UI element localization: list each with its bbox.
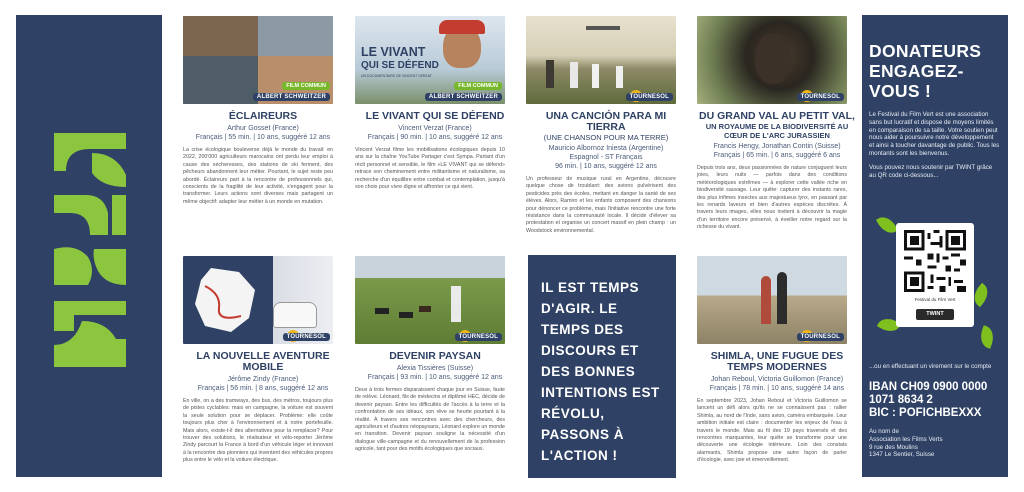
donors-heading: DONATEURS ENGAGEZ-VOUS ! (869, 41, 982, 101)
film-card-grand-val (697, 16, 857, 232)
leaf-icon (876, 213, 898, 237)
address-line-3: 9 rue des Moulins (869, 443, 918, 451)
film-description: Un professeur de musique rural en Argentine, découvre quelque chose de troublant: des avions pulvérisent des pesticides près des écoles, mettant en danger la santé de ses élèves. Alors, Ramiro et les enfants composent des chansons pour dénoncer ce problème, mais l'initiative rencontre une forte résistance dans la communauté locale. Il décide d'élever sa protestation et organise un concert massif en plein champ : un Woodstock environnemental. (526, 176, 676, 234)
manifesto-text: IL EST TEMPS D'AGIR. LE TEMPS DES DISCOURS ET DES BONNES INTENTIONS EST RÉVOLU, PASSONS À L'ACTION ! (541, 280, 660, 463)
film-image (697, 16, 847, 104)
leaf-icon (977, 325, 997, 349)
donors-intro: Le Festival du Film Vert est une association sans but lucratif et dispose de moyens limités en comparaison de sa taille. Votre soutien peut nous aider à poursuivre notre développement et ainsi à toucher davantage de public. Tous les montants sont les bienvenus. (869, 111, 1000, 157)
film-meta: Français | 65 min. | 6 ans, suggéré 6 ans (713, 152, 841, 159)
film-author: Francis Hengy, Jonathan Contin (Suisse) (713, 143, 841, 150)
left-logo-panel (16, 15, 162, 477)
address-line-4: 1347 Le Sentier, Suisse (869, 451, 935, 459)
prize-badge: ALBERT SCHWEITZER (253, 93, 330, 101)
film-title: LA NOUVELLE AVENTURE MOBILE (196, 350, 330, 373)
film-author: Jérôme Zindy (France) (227, 376, 299, 383)
film-commun-badge: FILM COMMUN (454, 82, 502, 90)
donors-twint-text: Vous pouvez nous soutenir par TWINT grâce au QR code ci-dessous... (869, 163, 993, 179)
address-line-1: Au nom de (869, 428, 899, 435)
transfer-text: ...ou en effectuant un virement sur le compte (869, 363, 992, 370)
film-image (355, 16, 505, 104)
film-image (183, 16, 333, 104)
prize-badge: ALBERT SCHWEITZER (425, 93, 502, 101)
iban-line-2: 1071 8634 2 (869, 394, 933, 406)
iban-line-1: IBAN CH09 0900 0000 (869, 381, 988, 393)
film-title: SHIMLA, UNE FUGUE DES TEMPS MODERNES (710, 350, 844, 373)
film-image (183, 256, 333, 344)
film-title: DEVENIR PAYSAN (389, 350, 481, 362)
qr-caption: Festival du Film Vert (914, 297, 956, 302)
address-line-2: Association les Films Verts (869, 435, 943, 443)
film-image (526, 16, 676, 104)
film-description: En ville, on a des tramways, des bus, des métros, toujours plus de pistes cyclables: mais en campagne, la voiture est souvent la seule solution pour se déplacer. Problème: elle coûte toujours plus cher à l'environnement et à notre portefeuille. Mais alors, existe-t-il des alternatives pour la remplacer? Pour trouver des solutions, le réalisateur et vélo-reporter Jérôme Zindy parcourt la France à bord d'un véhicule léger et innovant à la rencontre des pionniers qui inventent des véhicules propres plus entre le vélo et la voiture électrique. (183, 398, 333, 464)
film-card-una-cancion (526, 16, 686, 235)
film-author: Johan Reboul, Victoria Guillomon (France) (710, 376, 844, 383)
bic-code: BIC : POFICHBEXXX (869, 407, 982, 419)
prize-badge: TOURNESOL (455, 333, 502, 341)
france-map-icon (191, 264, 261, 336)
film-title: DU GRAND VAL AU PETIT VAL, (699, 110, 855, 122)
iban-block (869, 381, 987, 420)
film-description: Vincent Verzat filme les mobilisations écologiques depuis 10 ans sur la chaîne YouTube Partager c'est Sympa. Partant d'un récit personnel et sensible, le film «LE VIVANT qui se défend» retrace son cheminement entre militantisme et naturalisme, sa recherche d'un équilibre entre combat et contemplation, jusqu'à son choix pour vivre digne et affronter ce qui vient. (355, 147, 505, 191)
film-card-shimla (697, 256, 857, 465)
prize-badge: TOURNESOL (797, 93, 844, 101)
film-card-eclaireurs (183, 16, 343, 206)
film-commun-badge: FILM COMMUN (282, 82, 330, 90)
film-meta: Espagnol - ST Français (569, 154, 643, 161)
film-author: Vincent Verzat (France) (398, 125, 472, 132)
prize-badge: TOURNESOL (797, 333, 844, 341)
twint-logo: TWINT (916, 309, 954, 320)
film-card-aventure-mobile (183, 256, 343, 465)
film-subtitle: UN ROYAUME DE LA BIODIVERSITÉ AU CŒUR DE L'ARC JURASSIEN (705, 122, 849, 140)
poster-credit: UN DOCUMENTAIRE DE VINCENT VERZAT (361, 74, 432, 78)
qr-code-card[interactable] (896, 223, 974, 327)
film-author: Arthur Gosset (France) (227, 125, 299, 132)
poster-title-1: LE VIVANT (361, 45, 426, 59)
donors-panel (862, 15, 1008, 477)
film-title: UNA CANCIÓN PARA MI TIERRA (545, 110, 667, 133)
film-title: LE VIVANT QUI SE DÉFEND (365, 110, 505, 122)
film-author: Alexia Tissières (Suisse) (396, 365, 474, 372)
poster-title-2: QUI SE DÉFEND (361, 60, 439, 71)
film-image (697, 256, 847, 344)
film-meta: Français | 90 min. | 10 ans, suggéré 12 ans (367, 134, 503, 141)
film-image (355, 256, 505, 344)
film-title: ÉCLAIREURS (228, 110, 298, 122)
film-card-le-vivant (355, 16, 515, 191)
film-description: Deux à trois fermes disparaissent chaque jour en Suisse, faute de relève. Léonard, fils de médecins et diplômé HEC, décide de devenir paysan. Entre les difficultés de l'accès à la terre et la confrontation de ses idéaux, son rêve se heurte pourtant à la réalité. À travers ses rencontres avec des chercheurs, des agriculteurs et d'autres néopaysans, Léonard explore un monde en transition. Devenir paysan souligne la nécessité d'un dialogue ville-campagne et du renouvellement de la profession agricole, tant pour des motifs écologiques que sociaux. (355, 387, 505, 453)
qr-code-icon[interactable] (904, 230, 966, 292)
film-meta: Français | 55 min. | 10 ans, suggéré 12 ans (195, 134, 331, 141)
film-meta: Français | 78 min. | 10 ans, suggéré 14 ans (709, 385, 845, 392)
festival-logo-icon (46, 125, 134, 375)
film-card-devenir-paysan (355, 256, 515, 454)
film-meta: Français | 93 min. | 10 ans, suggéré 12 ans (367, 374, 503, 381)
film-subtitle: (UNE CHANSON POUR MA TERRE) (543, 133, 669, 142)
film-description: Depuis trois ans, deux passionnées de nature conjuguent leurs joies, leurs nuits — parfois dans des conditions météorologiques extrêmes — à explorer cette vallée riche en biodiversité sauvage. Leur quête: capturer des instants rares, des plus infimes insectes aux majestueux lynx, en passant par les renards laveurs et bien d'autres espèces discrètes. À travers leurs images, elles nous invitent à découvrir la magie d'un territoire encore préservé, à éveiller notre regard sur la richesse du vivant. (697, 165, 847, 231)
prize-badge: TOURNESOL (626, 93, 673, 101)
film-author: Mauricio Albornoz Iniesta (Argentine) (548, 145, 664, 152)
film-meta-2: 96 min. | 10 ans, suggéré 12 ans (555, 163, 657, 170)
address-block (869, 428, 943, 459)
manifesto-panel (528, 255, 676, 478)
film-meta: Français | 56 min. | 8 ans, suggéré 12 ans (197, 385, 329, 392)
prize-badge: TOURNESOL (283, 333, 330, 341)
film-description: En septembre 2023, Johan Reboul et Victoria Guillomon se lancent un défi alors qu'ils ne se connaissent pas : rallier Shimla, au nord de l'Inde, sans avion, caméra embarquée. Leur ambition initiale est claire : documenter les enjeux de l'eau à travers le monde. Mais au fil des 19 pays traversés et des rencontres marquantes, leur quête se transforme pour une découverte une écologie intérieure. Loin des constats alarmants, Shimla propose une autre façon de parler d'écologie, avec joie et émerveillement. (697, 398, 847, 464)
film-description: La crise écologique bouleverse déjà le monde du travail: en 2022, 200'000 agriculteurs marocains ont perdu leur emploi à cause des sécheresses, des stations de ski ferment, des pêcheurs abandonnent leur métier. Pourtant, le sujet reste peu abordé. Éclaireurs part à la rencontre de professionnels qui, conscients de la fragilité de leur activité, s'engagent pour la transformer. Leurs actions sont diverses mais partagent un même objectif: adapter leur métier à un monde en mutation. (183, 147, 333, 205)
